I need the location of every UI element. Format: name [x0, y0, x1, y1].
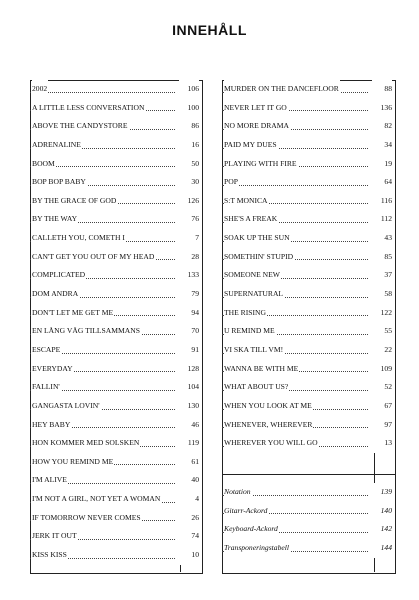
toc-entry[interactable]: [30, 416, 201, 435]
toc-entry-page: 86: [179, 117, 199, 136]
toc-entry-page: 55: [372, 322, 392, 341]
toc-entry[interactable]: [222, 397, 394, 416]
toc-entry-title: POP: [224, 173, 239, 192]
toc-entry[interactable]: [222, 173, 394, 192]
toc-entry-page: 128: [179, 360, 199, 379]
toc-entry-page: 70: [179, 322, 199, 341]
toc-entry-title: SOMETHIN' STUPID: [224, 248, 294, 267]
toc-entry-title: NEVER LET IT GO: [224, 99, 288, 118]
toc-entry-title: WHAT ABOUT US?: [224, 378, 289, 397]
toc-entry[interactable]: [30, 155, 201, 174]
toc-entry-title: DON'T LET ME GET ME: [32, 304, 114, 323]
toc-entry[interactable]: [30, 434, 201, 453]
toc-entry-page: 112: [372, 210, 392, 229]
toc-entry-title: MURDER ON THE DANCEFLOOR: [224, 80, 340, 99]
toc-entry-title: PAID MY DUES: [224, 136, 278, 155]
toc-entry-title: WANNA BE WITH ME: [224, 360, 299, 379]
toc-entry[interactable]: [222, 360, 394, 379]
toc-entry[interactable]: [30, 248, 201, 267]
toc-entry-title: SHE'S A FREAK: [224, 210, 278, 229]
toc-entry-page: 43: [372, 229, 392, 248]
toc-entry-page: 4: [179, 490, 199, 509]
toc-entry[interactable]: [30, 173, 201, 192]
toc-entry-page: 144: [372, 539, 392, 558]
toc-entry[interactable]: [30, 397, 201, 416]
toc-entry-title: 2002: [32, 80, 48, 99]
toc-entry-title: A LITTLE LESS CONVERSATION: [32, 99, 145, 118]
toc-entry-title: SOAK UP THE SUN: [224, 229, 291, 248]
toc-entry-title: I'M ALIVE: [32, 471, 68, 490]
toc-entry[interactable]: [222, 155, 394, 174]
toc-entry-title: Transponeringstabell: [224, 539, 290, 558]
toc-entry[interactable]: [30, 285, 201, 304]
toc-entry-title: BY THE GRACE OF GOD: [32, 192, 117, 211]
toc-entry-title: Keyboard-Ackord: [224, 520, 279, 539]
toc-entry-page: 28: [179, 248, 199, 267]
toc-entry[interactable]: [222, 99, 394, 118]
toc-entry-title: VI SKA TILL VM!: [224, 341, 284, 360]
toc-entry-page: 91: [179, 341, 199, 360]
toc-entry-title: NO MORE DRAMA: [224, 117, 290, 136]
toc-entry-title: I'M NOT A GIRL, NOT YET A WOMAN: [32, 490, 161, 509]
toc-entry-title: HON KOMMER MED SOLSKEN: [32, 434, 140, 453]
toc-entry-page: 26: [179, 509, 199, 528]
toc-entry[interactable]: [30, 266, 201, 285]
toc-entry[interactable]: [222, 192, 394, 211]
toc-entry-page: 13: [372, 434, 392, 453]
toc-entry-page: 116: [372, 192, 392, 211]
toc-entry[interactable]: [30, 99, 201, 118]
toc-entry-page: 16: [179, 136, 199, 155]
toc-entry-page: 82: [372, 117, 392, 136]
dot-leader: [30, 92, 175, 93]
toc-entry-page: 94: [179, 304, 199, 323]
toc-entry[interactable]: [222, 210, 394, 229]
toc-entry-title: EN LÅNG VÄG TILLSAMMANS: [32, 322, 141, 341]
toc-entry-page: 74: [179, 527, 199, 546]
toc-entry-title: WHENEVER, WHEREVER: [224, 416, 313, 435]
toc-entry[interactable]: [222, 483, 394, 502]
toc-entry-page: 58: [372, 285, 392, 304]
toc-entry[interactable]: [222, 80, 394, 99]
toc-entry-page: 76: [179, 210, 199, 229]
toc-entry-title: Gitarr-Ackord: [224, 502, 268, 521]
toc-entry-page: 52: [372, 378, 392, 397]
toc-entry-page: 79: [179, 285, 199, 304]
toc-entry[interactable]: [222, 322, 394, 341]
toc-entry-title: ABOVE THE CANDYSTORE: [32, 117, 129, 136]
toc-entry-title: FALLIN': [32, 378, 61, 397]
toc-entry-page: 133: [179, 266, 199, 285]
toc-entry[interactable]: [30, 80, 201, 99]
toc-entry[interactable]: [222, 304, 394, 323]
toc-entry[interactable]: [30, 378, 201, 397]
right-toc-list: [222, 80, 394, 453]
toc-entry[interactable]: [222, 341, 394, 360]
toc-entry-page: 140: [372, 502, 392, 521]
toc-entry-page: 10: [179, 546, 199, 565]
toc-entry-page: 88: [372, 80, 392, 99]
dot-leader: [222, 185, 368, 186]
toc-entry-page: 119: [179, 434, 199, 453]
toc-entry[interactable]: [30, 546, 201, 565]
toc-entry-title: JERK IT OUT: [32, 527, 78, 546]
toc-entry[interactable]: [30, 509, 201, 528]
toc-entry[interactable]: [30, 229, 201, 248]
toc-entry[interactable]: [222, 434, 394, 453]
toc-entry-title: HOW YOU REMIND ME: [32, 453, 114, 472]
left-toc-list: [30, 80, 201, 565]
toc-entry[interactable]: [222, 136, 394, 155]
toc-entry[interactable]: [30, 490, 201, 509]
toc-entry[interactable]: [30, 322, 201, 341]
toc-entry-title: CAN'T GET YOU OUT OF MY HEAD: [32, 248, 155, 267]
toc-entry[interactable]: [222, 520, 394, 539]
toc-entry-page: 122: [372, 304, 392, 323]
toc-entry-title: IF TOMORROW NEVER COMES: [32, 509, 142, 528]
toc-entry[interactable]: [222, 248, 394, 267]
toc-entry[interactable]: [222, 416, 394, 435]
toc-entry[interactable]: [222, 117, 394, 136]
toc-entry-page: 34: [372, 136, 392, 155]
toc-entry-title: S:T MONICA: [224, 192, 269, 211]
toc-entry-title: BY THE WAY: [32, 210, 78, 229]
toc-entry-title: PLAYING WITH FIRE: [224, 155, 298, 174]
toc-entry-page: 126: [179, 192, 199, 211]
toc-entry[interactable]: [30, 360, 201, 379]
toc-entry[interactable]: [222, 266, 394, 285]
toc-entry-page: 104: [179, 378, 199, 397]
toc-entry-title: EVERYDAY: [32, 360, 74, 379]
toc-entry[interactable]: [222, 539, 394, 558]
toc-entry-page: 40: [179, 471, 199, 490]
toc-entry-page: 106: [179, 80, 199, 99]
toc-entry[interactable]: [30, 453, 201, 472]
toc-entry-title: U REMIND ME: [224, 322, 276, 341]
toc-entry-title: WHEREVER YOU WILL GO: [224, 434, 319, 453]
toc-entry-title: DOM ANDRA: [32, 285, 79, 304]
toc-entry-page: 109: [372, 360, 392, 379]
toc-entry[interactable]: [30, 341, 201, 360]
toc-entry[interactable]: [30, 192, 201, 211]
toc-entry-page: 7: [179, 229, 199, 248]
toc-entry-page: 19: [372, 155, 392, 174]
appendix-toc-list: [222, 483, 394, 558]
toc-entry[interactable]: [30, 210, 201, 229]
toc-entry-page: 67: [372, 397, 392, 416]
toc-entry-title: ADRENALINE: [32, 136, 82, 155]
toc-entry-title: SOMEONE NEW: [224, 266, 281, 285]
toc-entry-title: HEY BABY: [32, 416, 71, 435]
toc-entry-title: BOOM: [32, 155, 56, 174]
toc-entry[interactable]: [30, 527, 201, 546]
toc-entry[interactable]: [222, 502, 394, 521]
toc-entry-page: 46: [179, 416, 199, 435]
toc-entry-page: 85: [372, 248, 392, 267]
toc-entry-page: 136: [372, 99, 392, 118]
toc-entry-title: KISS KISS: [32, 546, 68, 565]
toc-entry-title: SUPERNATURAL: [224, 285, 284, 304]
toc-entry[interactable]: [30, 136, 201, 155]
toc-entry-page: 100: [179, 99, 199, 118]
toc-entry-page: 61: [179, 453, 199, 472]
toc-entry-page: 130: [179, 397, 199, 416]
toc-entry[interactable]: [30, 304, 201, 323]
toc-entry-page: 22: [372, 341, 392, 360]
right-column-separator: [222, 474, 396, 475]
toc-entry-page: 139: [372, 483, 392, 502]
toc-entry[interactable]: [222, 378, 394, 397]
toc-entry-page: 30: [179, 173, 199, 192]
toc-entry-title: BOP BOP BABY: [32, 173, 87, 192]
toc-entry[interactable]: [30, 471, 201, 490]
toc-entry-title: COMPLICATED: [32, 266, 86, 285]
toc-entry[interactable]: [222, 285, 394, 304]
toc-entry[interactable]: [30, 117, 201, 136]
toc-entry-page: 97: [372, 416, 392, 435]
toc-entry-page: 64: [372, 173, 392, 192]
toc-entry-page: 50: [179, 155, 199, 174]
toc-entry-title: ESCAPE: [32, 341, 61, 360]
toc-entry-page: 37: [372, 266, 392, 285]
toc-entry[interactable]: [222, 229, 394, 248]
toc-entry-title: WHEN YOU LOOK AT ME: [224, 397, 313, 416]
toc-entry-title: CALLETH YOU, COMETH I: [32, 229, 126, 248]
page-title: INNEHÅLL: [172, 22, 247, 38]
toc-entry-title: THE RISING: [224, 304, 267, 323]
toc-entry-title: Notation: [224, 483, 252, 502]
toc-entry-title: GANGASTA LOVIN': [32, 397, 101, 416]
toc-entry-page: 142: [372, 520, 392, 539]
